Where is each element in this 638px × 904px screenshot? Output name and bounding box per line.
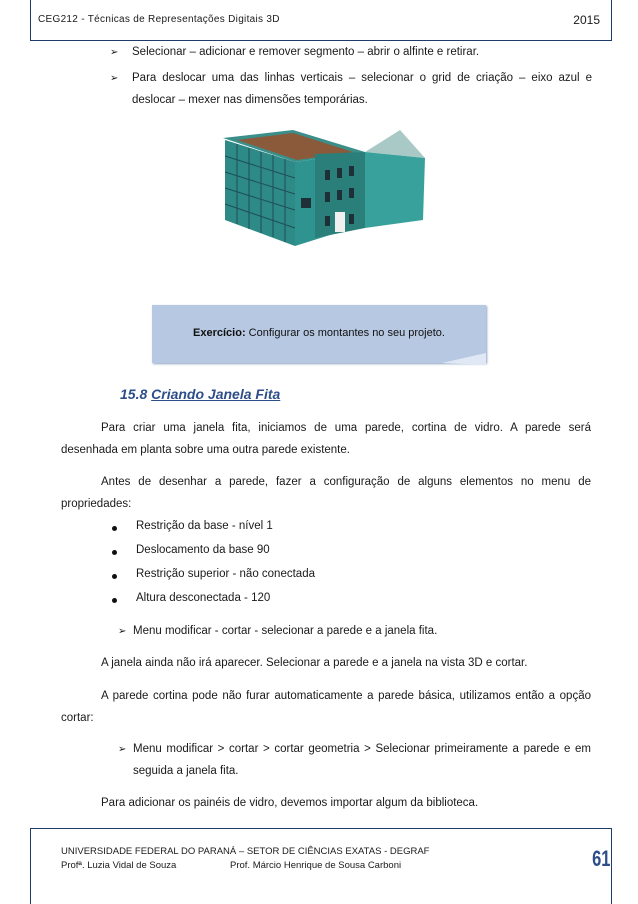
list-item: Restrição superior - não conectada xyxy=(136,568,315,580)
section-number: 15.8 xyxy=(120,386,148,402)
page-number: 61 xyxy=(591,846,610,871)
arrow-bullet xyxy=(110,72,118,84)
paragraph-3: A janela ainda não irá aparecer. Selecionar a parede e a janela na vista 3D e cortar. xyxy=(101,657,528,669)
footer-prof-2: Prof. Márcio Henrique de Sousa Carboni xyxy=(230,860,402,871)
bullet-dot-icon xyxy=(112,526,117,531)
paragraph-4: A parede cortina pode não furar automaticamente a parede básica, utilizamos então a opção xyxy=(101,690,591,702)
bullet-text: Selecionar – adicionar e remover segmento – abrir o alfinte e retirar. xyxy=(132,46,480,58)
callout-fold xyxy=(442,353,486,365)
arrow-icon: ➢ xyxy=(118,626,127,637)
bullet-dot-icon xyxy=(112,598,117,603)
section-heading xyxy=(120,386,280,402)
bullet-text-cont: deslocar – mexer nas dimensões temporárias. xyxy=(132,94,368,106)
paragraph-2: Antes de desenhar a parede, fazer a configuração de alguns elementos no menu de xyxy=(101,476,591,488)
list-item: Restrição da base - nível 1 xyxy=(136,520,273,532)
bullet-dot-icon xyxy=(112,574,117,579)
paragraph-1-cont: desenhada em planta sobre uma outra parede existente. xyxy=(61,444,350,456)
footer-university: UNIVERSIDADE FEDERAL DO PARANÁ – SETOR DE CIÊNCIAS EXATAS - DEGRAF xyxy=(61,846,430,857)
exercise-text xyxy=(152,327,486,339)
arrow-icon: ➢ xyxy=(110,47,119,58)
arrow-bullet-text: Menu modificar > cortar > cortar geometria > Selecionar primeiramente a parede e em xyxy=(133,743,591,755)
footer-prof-1: Profª. Luzia Vidal de Souza xyxy=(61,860,177,871)
section-title: Criando Janela Fita xyxy=(151,386,281,402)
arrow-bullet xyxy=(110,46,118,58)
header-year: 2015 xyxy=(573,13,600,27)
bullet-text: Para deslocar uma das linhas verticais – selecionar o grid de criação – eixo azul e xyxy=(132,72,592,84)
arrow-icon: ➢ xyxy=(118,744,127,755)
exercise-body: Configurar os montantes no seu projeto. xyxy=(245,327,445,339)
exercise-label: Exercício: xyxy=(193,327,246,339)
building-3d-image xyxy=(215,128,440,246)
paragraph-5: Para adicionar os painéis de vidro, devemos importar algum da biblioteca. xyxy=(101,797,479,809)
paragraph-1: Para criar uma janela fita, iniciamos de uma parede, cortina de vidro. A parede será xyxy=(101,422,591,434)
arrow-icon: ➢ xyxy=(110,73,119,84)
bullet-dot-icon xyxy=(112,550,117,555)
exercise-callout xyxy=(152,305,486,363)
paragraph-2-cont: propriedades: xyxy=(61,498,132,510)
arrow-bullet-text-cont: seguida a janela fita. xyxy=(133,765,239,777)
header-course: CEG212 - Técnicas de Representações Digitais 3D xyxy=(38,14,280,25)
list-item: Deslocamento da base 90 xyxy=(136,544,270,556)
arrow-bullet-text: Menu modificar - cortar - selecionar a parede e a janela fita. xyxy=(133,625,438,637)
paragraph-4-cont: cortar: xyxy=(61,712,94,724)
list-item: Altura desconectada - 120 xyxy=(136,592,271,604)
